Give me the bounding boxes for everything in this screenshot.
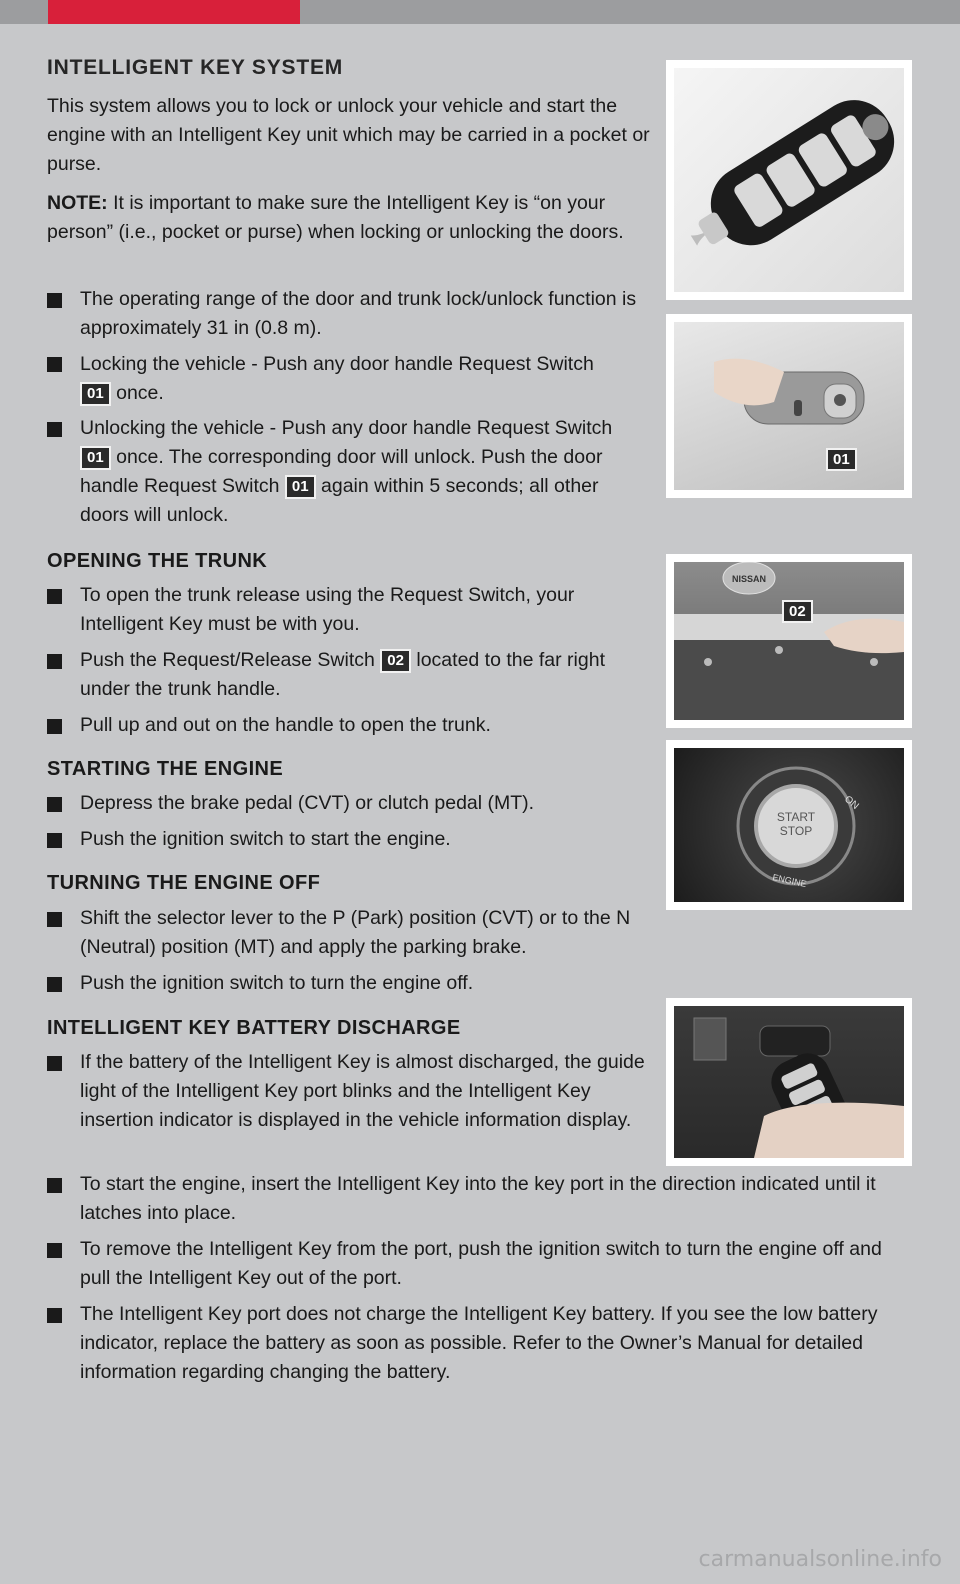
lock-text-a: Locking the vehicle - Push any door handle Request Switch — [80, 353, 594, 375]
trunk-illustration — [674, 562, 904, 720]
battery-bullet-4: The Intelligent Key port does not charge the Intelligent Key battery. If you see the low battery indicator, replace the battery as soon as possible. Refer to the Owner’s Manual for detailed information regarding changing the battery. — [80, 1303, 878, 1383]
battery-bullet-3: To remove the Intelligent Key from the port, push the ignition switch to turn the engine off and pull the Intelligent Key out of the port. — [80, 1238, 882, 1289]
key-fob-illustration — [674, 68, 904, 292]
key-port-illustration — [674, 1006, 904, 1158]
start-stop-button-illustration — [674, 748, 904, 902]
off-heading: TURNING THE ENGINE OFF — [47, 872, 321, 894]
off-bullet-1: Shift the selector lever to the P (Park) position (CVT) or to the N (Neutral) position (MT) and apply the parking brake. — [80, 907, 631, 958]
trunk-release-photo — [666, 554, 912, 728]
callout-badge-02: 02 — [380, 649, 411, 673]
trunk-bullet-3: Pull up and out on the handle to open the trunk. — [80, 714, 491, 736]
off-bullet-2: Push the ignition switch to turn the engine off. — [80, 972, 474, 994]
bullet-square-icon — [47, 833, 62, 848]
trunk-emblem-text: NISSAN — [731, 574, 767, 584]
note-text: It is important to make sure the Intelligent Key is “on your person” (i.e., pocket or purse) when locking or unlocking the doors. — [47, 192, 624, 243]
top-color-bar — [0, 0, 960, 24]
engine-label: ENGINE — [771, 872, 808, 890]
page-title: INTELLIGENT KEY SYSTEM — [47, 56, 344, 79]
lock-text-b: once. — [116, 382, 164, 404]
bullet-square-icon — [47, 293, 62, 308]
lock-bullet — [80, 350, 620, 408]
bullet-square-icon — [47, 1178, 62, 1193]
trunk-b2-text-a: Push the Request/Release Switch — [80, 649, 375, 671]
unlock-text-c: again within 5 seconds; all other doors will unlock. — [80, 475, 599, 526]
watermark: carmanualsonline.info — [698, 1547, 942, 1572]
photo-callout-01: 01 — [826, 448, 857, 471]
start-heading: STARTING THE ENGINE — [47, 758, 284, 780]
bullet-square-icon — [47, 357, 62, 372]
battery-bullet-2: To start the engine, insert the Intelligent Key into the key port in the direction indicated until it latches into place. — [80, 1173, 876, 1224]
bullet-square-icon — [47, 797, 62, 812]
door-handle-illustration — [674, 322, 904, 490]
callout-badge-01: 01 — [285, 475, 316, 499]
bullet-square-icon — [47, 912, 62, 927]
note-paragraph — [47, 189, 657, 247]
intro-paragraph: This system allows you to lock or unlock your vehicle and start the engine with an Intelligent Key unit which may be carried in a pocket or purse. — [47, 95, 650, 175]
note-label: NOTE: — [47, 192, 108, 214]
door-handle-photo — [666, 314, 912, 498]
photo-callout-02: 02 — [782, 600, 813, 623]
section-tab-accent — [48, 0, 300, 24]
trunk-b2-text-b: located to the far right under the trunk handle. — [80, 649, 605, 700]
trunk-heading: OPENING THE TRUNK — [47, 550, 268, 572]
bullet-square-icon — [47, 1243, 62, 1258]
unlock-bullet — [80, 414, 640, 530]
on-label: ON — [842, 793, 861, 812]
start-button-photo — [666, 740, 912, 910]
callout-badge-01: 01 — [80, 382, 111, 406]
callout-badge-01: 01 — [80, 446, 111, 470]
unlock-text-a: Unlocking the vehicle - Push any door handle Request Switch — [80, 417, 613, 439]
bullet-square-icon — [47, 589, 62, 604]
bullet-square-icon — [47, 654, 62, 669]
bullet-square-icon — [47, 1056, 62, 1071]
bullet-square-icon — [47, 1308, 62, 1323]
start-label: START — [776, 810, 816, 824]
bullet-square-icon — [47, 422, 62, 437]
start-bullet-1: Depress the brake pedal (CVT) or clutch pedal (MT). — [80, 792, 535, 814]
range-bullet: The operating range of the door and trunk lock/unlock function is approximately 31 in (0.8 m). — [80, 288, 637, 339]
start-bullet-2: Push the ignition switch to start the engine. — [80, 828, 451, 850]
trunk-bullet-1: To open the trunk release using the Request Switch, your Intelligent Key must be with you. — [80, 584, 575, 635]
trunk-bullet-2 — [80, 646, 640, 704]
bullet-square-icon — [47, 977, 62, 992]
unlock-text-b: once. The corresponding door will unlock. Push the door handle Request Switch — [80, 446, 603, 497]
stop-label: STOP — [779, 824, 813, 838]
key-port-photo — [666, 998, 912, 1166]
battery-heading: INTELLIGENT KEY BATTERY DISCHARGE — [47, 1017, 461, 1039]
key-fob-photo — [666, 60, 912, 300]
bullet-square-icon — [47, 719, 62, 734]
battery-bullet-1: If the battery of the Intelligent Key is almost discharged, the guide light of the Intelligent Key port blinks and the Intelligent Key insertion indicator is displayed in the vehicle information display. — [80, 1051, 645, 1131]
